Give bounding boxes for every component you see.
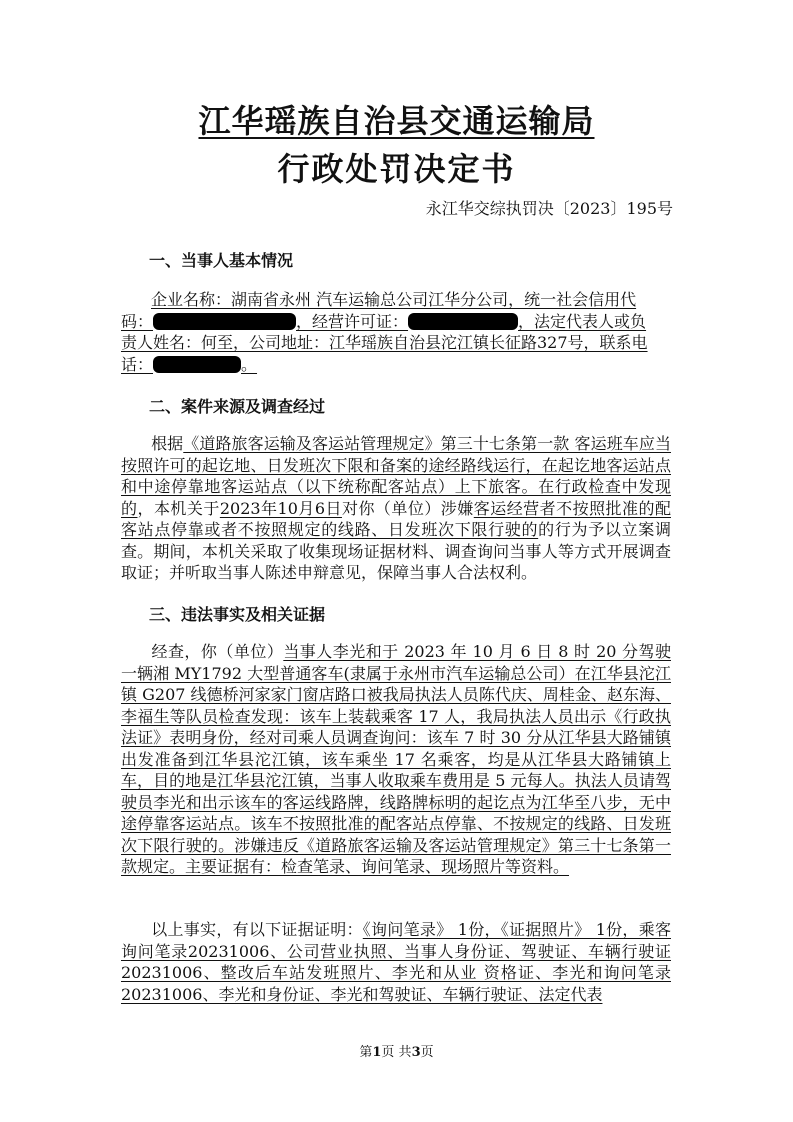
section-2-heading: 二、案件来源及调查经过 [149,397,326,416]
section-1-heading: 一、当事人基本情况 [149,251,294,270]
redacted-credit-code [153,313,296,330]
redacted-phone-number [153,356,241,373]
document-number: 永江华交综执罚决〔2023〕195号 [425,199,673,218]
party-info-paragraph: 企业名称：湖南省永州 汽车运输总公司江华分公司，统一社会信用代 码： ，经营许可证： ，法定代表人或负 责人姓名：何至，公司地址：江华瑶族自治县沱江镇长征路327号，联系电 话： 。 [121,290,648,374]
evidence-paragraph: 以上事实，有以下证据证明：《询问笔录》 1份，《证据照片》 1份，乘客询问笔录20231006、公司营业执照、当事人身份证、驾驶证、车辆行驶证20231006、整改后车站发班照片、李光和从业 资格证、李光和询问笔录20231006、李光和身份证、李光和驾驶证、车辆行驶证、法定代表 [121,920,671,1004]
current-page-number: 1 [372,1045,382,1060]
section-3-heading: 三、违法事实及相关证据 [149,605,326,624]
total-page-count: 3 [411,1045,421,1060]
page-footer: 第1页 共3页 [359,1045,434,1060]
case-source-paragraph: 根据《道路旅客运输及客运站管理规定》第三十七条第一款 客运班车应当按照许可的起讫地、日发班次下限和备案的途经路线运行，在起讫地客运站点和中途停靠地客运站点（以下统称配客站点）上下旅客。在行政检查中发现的，本机关于2023年10月6日对你（单位）涉嫌客运经营者不按照批准的配客站点停靠或者不按照规定的线路、日发班次下限行驶的的行为予以立案调查。期间，本机关采取了收集现场证据材料、调查询问当事人等方式开展调查取证；并听取当事人陈述申辩意见，保障当事人合法权利。 [121,434,671,582]
violation-facts-paragraph: 经查，你（单位）当事人李光和于 2023 年 10 月 6 日 8 时 20 分驾驶一辆湘 MY1792 大型普通客车(隶属于永州市汽车运输总公司）在江华县沱江镇 G207 线德桥河家家门窗店路口被我局执法人员陈代庆、周桂金、赵东海、李福生等队员检查发现：该车上装载乘客 17 人，我局执法人员出示《行政执法证》表明身份，经对司乘人员调查询问：该车 7 时 30 分从江华县大路铺镇出发准备到江华县沱江镇，该车乘坐 17 名乘客，均是从江华县大路铺镇上车，目的地是江华县沱江镇，当事人收取乘车费用是 5 元每人。执法人员请驾驶员李光和出示该车的客运线路牌，线路牌标明的起讫点为江华至八步，无中途停靠客运站点。该车不按照批准的配客站点停靠、不按规定的线路、日发班次下限行驶的。涉嫌违反《道路旅客运输及客运站管理规定》第三十七条第一款规定。主要证据有：检查笔录、询问笔录、现场照片等资料。 [121,642,671,876]
document-title-type: 行政处罚决定书 [277,150,516,188]
document-title-agency: 江华瑶族自治县交通运输局 [198,102,595,140]
redacted-license-number [408,313,518,330]
